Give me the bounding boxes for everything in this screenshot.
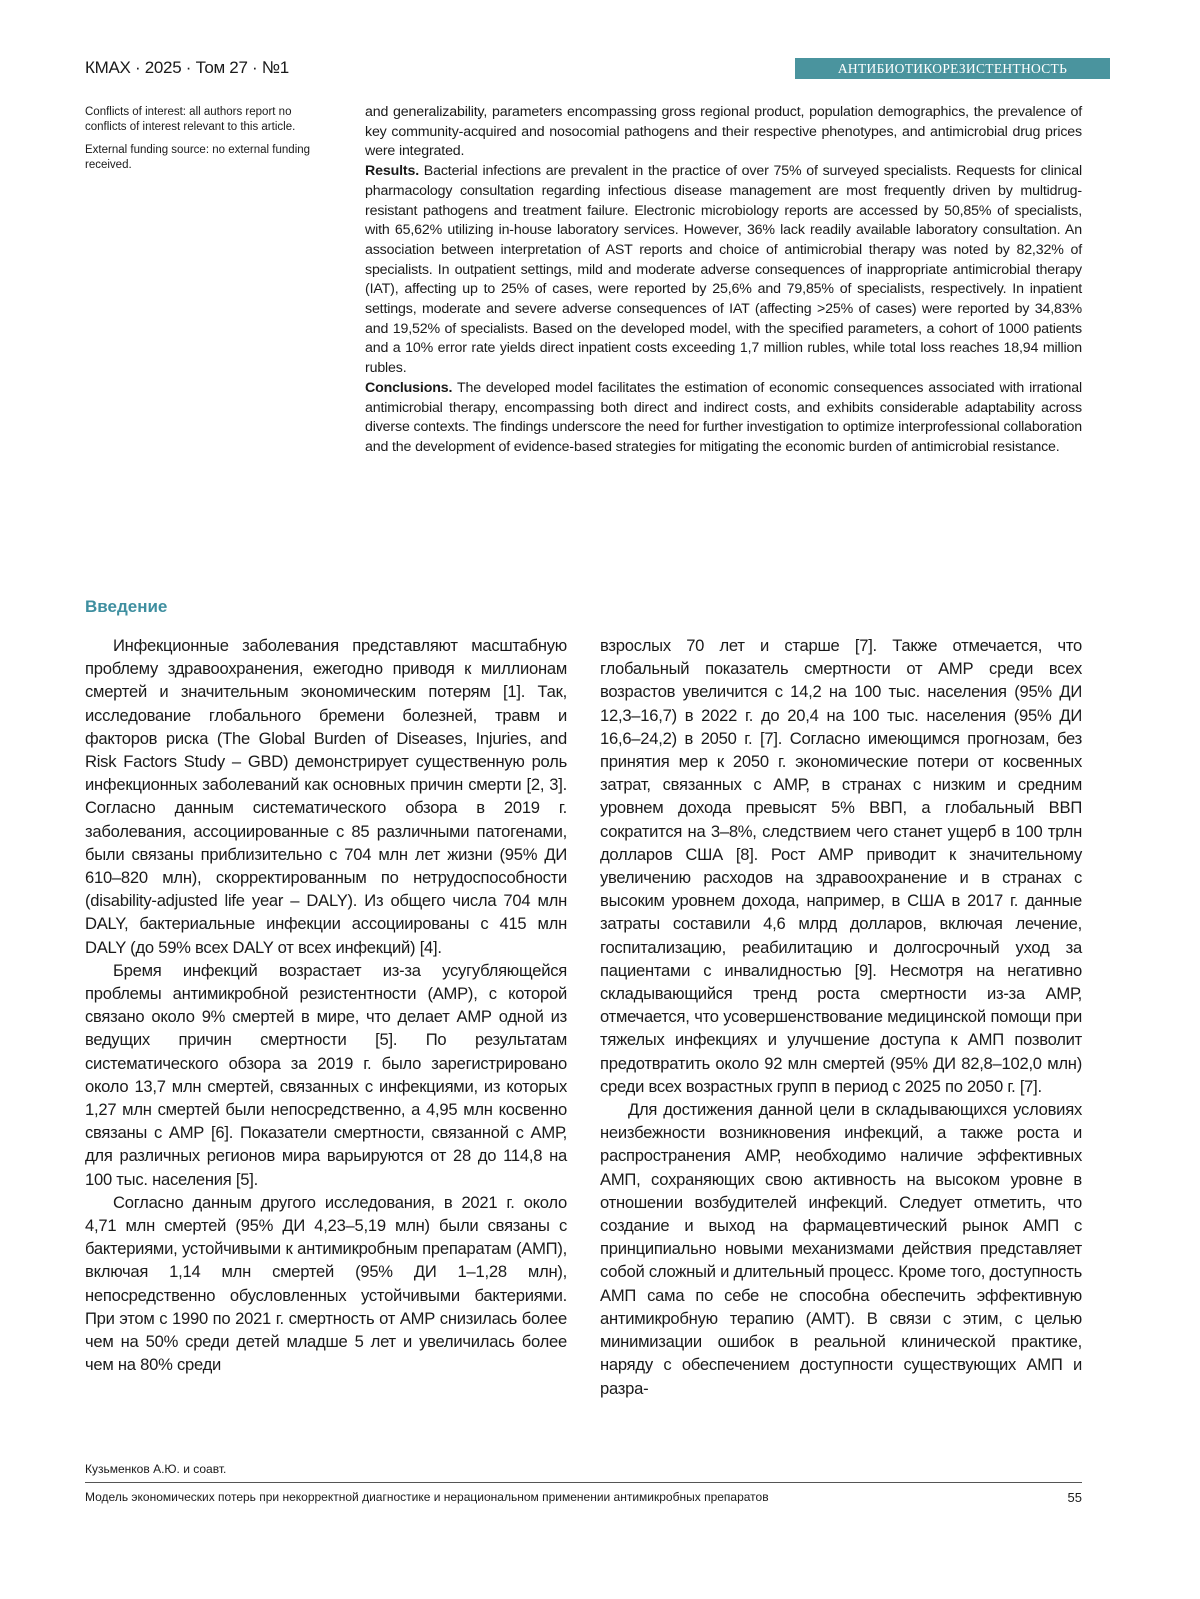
paragraph: Инфекционные заболевания представляют масштабную проблему здравоохранения, ежегодно приводя к миллионам смертей и значительным экономическим потерям [1]. Так, исследование глобального бремени болезней, травм и факторов риска (The Global Burden of Diseases, Injuries, and Risk Factors Study – GBD) демонстрирует существенную роль инфекционных заболеваний как основных причин смерти [2, 3]. Согласно данным систематического обзора в 2019 г. заболевания, ассоциированные с 85 различными патогенами, были связаны приблизительно с 704 млн лет жизни (95% ДИ 610–820 млн), скорректированным по нетрудоспособности (disability-adjusted life year – DALY). Из общего числа 704 млн DALY, бактериальные инфекции ассоциированы с 415 млн DALY (до 59% всех DALY от всех инфекций) [4]. <box>85 634 567 959</box>
body-column-left <box>85 634 567 1377</box>
journal-header: КМАХ · 2025 · Том 27 · №1 <box>85 58 289 78</box>
paragraph: Для достижения данной цели в складывающихся условиях неизбежности возникновения инфекций, а также роста и распространения АМР, необходимо наличие эффективных АМП, сохраняющих свою активность на высоком уровне в отношении возбудителей инфекций. Следует отметить, что создание и выход на фармацевтический рынок АМП с принципиально новыми механизмами действия представляет собой сложный и длительный процесс. Кроме того, доступность АМП сама по себе не способна обеспечить эффективную антимикробную терапию (АМТ). В связи с этим, с целью минимизации ошибок в реальной клинической практике, наряду с обеспечением доступности существующих АМП и разра- <box>600 1098 1082 1400</box>
conclusions-label: Conclusions. <box>365 380 452 396</box>
abstract-methods-tail: and generalizability, parameters encompassing gross regional product, population demographics, the prevalence of key community-acquired and nosocomial pathogens and their respective phenotypes, and antimicrobial drug prices were integrated. <box>365 103 1082 162</box>
abstract <box>365 103 1082 458</box>
rubric-banner: АНТИБИОТИКОРЕЗИСТЕНТНОСТЬ <box>795 58 1110 79</box>
conflicts-note: Conflicts of interest: all authors report no conflicts of interest relevant to this article. <box>85 105 335 135</box>
results-label: Results. <box>365 163 419 179</box>
abstract-conclusions <box>365 379 1082 458</box>
footer <box>85 1490 1082 1505</box>
conclusions-text: The developed model facilitates the estimation of economic consequences associated with irrational antimicrobial therapy, encompassing both direct and indirect costs, and exhibits considerable adaptability across diverse contexts. The findings underscore the need for further investigation to optimize interprofessional collaboration and the development of evidence-based strategies for mitigating the economic burden of antimicrobial resistance. <box>365 380 1082 455</box>
paragraph: Согласно данным другого исследования, в 2021 г. около 4,71 млн смертей (95% ДИ 4,23–5,19 млн) были связаны с бактериями, устойчивыми к антимикробным препаратам (АМП), включая 1,14 млн смертей (95% ДИ 1–1,28 млн), непосредственно обусловленных устойчивыми бактериями. При этом с 1990 по 2021 г. смертность от АМР снизилась более чем на 50% среди детей младше 5 лет и увеличилась более чем на 80% среди <box>85 1191 567 1377</box>
body-column-right <box>600 634 1082 1400</box>
page-number: 55 <box>1068 1490 1082 1505</box>
results-text: Bacterial infections are prevalent in the practice of over 75% of surveyed specialists. Requests for clinical pharmacology consultation regarding infectious disease management are most frequently driven by multidrug-resistant pathogens and treatment failure. Electronic microbiology reports are accessed by 50,85% of specialists, with 65,62% utilizing in-house laboratory services. However, 36% lack readily available laboratory consultation. An association between interpretation of AST reports and choice of antimicrobial therapy was noted by 82,32% of specialists. In outpatient settings, mild and moderate adverse consequences of inappropriate antimicrobial therapy (IAT), affecting up to 25% of cases, were reported by 25,6% and 79,85% of specialists, respectively. In inpatient settings, moderate and severe adverse consequences of IAT (affecting >25% of cases) were reported by 34,83% and 19,52% of specialists. Based on the developed model, with the specified parameters, a cohort of 1000 patients and a 10% error rate yields direct inpatient costs exceeding 1,7 million rubles, while total loss reaches 18,94 million rubles. <box>365 163 1082 376</box>
running-title: Модель экономических потерь при некорректной диагностике и нерациональном применении антимикробных препаратов <box>85 1490 769 1505</box>
funding-note: External funding source: no external funding received. <box>85 143 335 173</box>
footer-divider <box>85 1482 1082 1483</box>
article-notes <box>85 105 335 181</box>
paragraph: взрослых 70 лет и старше [7]. Также отмечается, что глобальный показатель смертности от АМР среди всех возрастов увеличится с 14,2 на 100 тыс. населения (95% ДИ 12,3–16,7) в 2022 г. до 20,4 на 100 тыс. населения (95% ДИ 16,6–24,2) в 2050 г. [7]. Согласно имеющимся прогнозам, без принятия мер к 2050 г. экономические потери от косвенных затрат, связанных с АМР, в странах с низким и средним уровнем дохода превысят 5% ВВП, а глобальный ВВП сократится на 3–8%, следствием чего станет ущерб в 100 трлн долларов США [8]. Рост АМР приводит к значительному увеличению расходов на здравоохранение и в странах с высоким уровнем дохода, например, в США в 2017 г. данные затраты составили 4,6 млрд долларов, включая лечение, госпитализацию, реабилитацию и долгосрочный уход за пациентами с инвалидностью [9]. Несмотря на негативно складывающийся тренд роста смертности из-за АМР, отмечается, что усовершенствование медицинской помощи при тяжелых инфекциях и улучшение доступа к АМП позволит предотвратить около 92 млн смертей (95% ДИ 82,8–102,0 млн) среди всех возрастных групп в период с 2025 по 2050 г. [7]. <box>600 634 1082 1098</box>
section-heading: Введение <box>85 597 167 617</box>
running-author: Кузьменков А.Ю. и соавт. <box>85 1462 226 1476</box>
paragraph: Бремя инфекций возрастает из-за усугубляющейся проблемы антимикробной резистентности (АМР), с которой связано около 9% смертей в мире, что делает АМР одной из ведущих причин смертности [5]. По результатам систематического обзора за 2019 г. было зарегистрировано около 13,7 млн смертей, связанных с инфекциями, из которых 1,27 млн смертей были непосредственно, а 4,95 млн косвенно связаны с АМР [6]. Показатели смертности, связанной с АМР, для различных регионов мира варьируются от 28 до 114,8 на 100 тыс. населения [5]. <box>85 959 567 1191</box>
abstract-results <box>365 162 1082 379</box>
